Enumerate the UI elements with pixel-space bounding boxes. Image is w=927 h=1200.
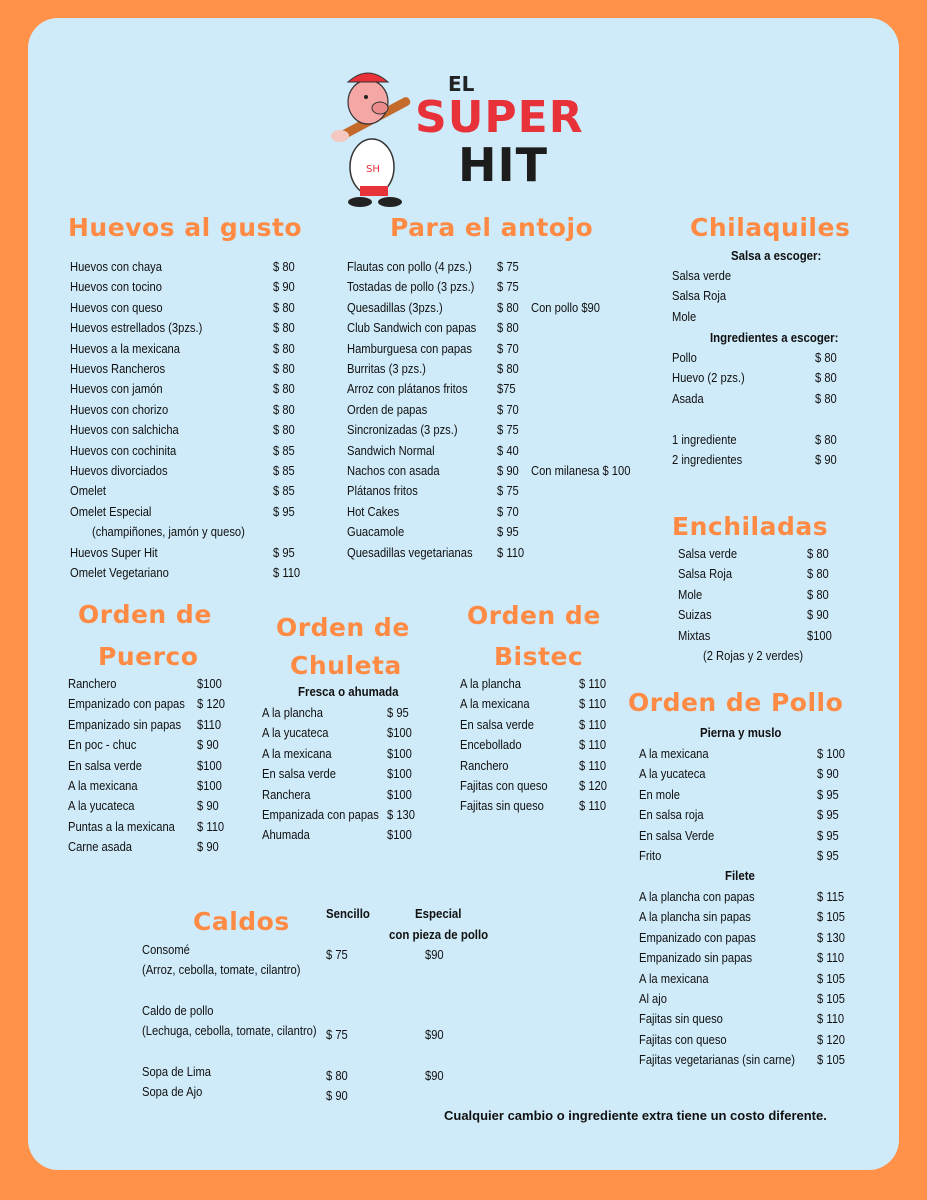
enchiladas-item-name: Salsa Roja: [678, 566, 733, 582]
huevos-item-name: Huevos con chaya: [70, 259, 162, 274]
puerco-item-name: A la mexicana: [68, 778, 138, 793]
antojo-item-price: $ 75: [497, 279, 519, 295]
huevos-item-price: $ 80: [273, 381, 295, 397]
pollo-item-name: A la mexicana: [639, 746, 709, 761]
enchiladas-title: Enchiladas: [672, 512, 829, 541]
puerco-item-price: $ 90: [197, 737, 219, 753]
huevos-item-price: $ 80: [273, 259, 295, 274]
brand-super: SUPER: [415, 92, 584, 143]
caldo-pollo-sencillo: $ 75: [326, 1027, 348, 1042]
huevos-item-name: Huevos Super Hit: [70, 544, 158, 560]
bistec-item-price: $ 110: [579, 757, 607, 773]
enchiladas-item-name: Suizas: [678, 607, 712, 623]
enchiladas-item-price: $ 90: [807, 607, 829, 623]
chuleta-item-price: $100: [387, 766, 412, 782]
huevos-item-name: Huevos a la mexicana: [70, 340, 180, 356]
chilaquiles-item-name: Huevo (2 pzs.): [672, 370, 745, 386]
sopa-lima-especial: $90: [425, 1068, 444, 1083]
antojo-item-price: $ 80: [497, 299, 519, 315]
huevos-item-price: $ 80: [273, 340, 295, 356]
chilaquiles-item-price: $ 90: [815, 452, 837, 468]
bistec-item-price: $ 110: [579, 676, 607, 691]
pollo-item-name: A la yucateca: [639, 766, 706, 782]
puerco-item-price: $110: [197, 716, 222, 732]
pollo-item-name: En salsa roja: [639, 807, 704, 823]
huevos-title: Huevos al gusto: [68, 213, 303, 242]
chuleta-item-name: Ahumada: [262, 827, 310, 843]
antojo-item-name: Guacamole: [347, 524, 405, 540]
antojo-item-price: $ 80: [497, 361, 519, 376]
chuleta-item-price: $100: [387, 786, 412, 802]
bistec-item-price: $ 120: [579, 778, 607, 793]
huevos-item-price: $ 110: [273, 565, 301, 580]
huevos-item-name: Huevos con queso: [70, 299, 163, 315]
huevos-item-name: (champiñones, jamón y queso): [92, 524, 245, 540]
antojo-item-name: Hot Cakes: [347, 503, 400, 519]
antojo-item-name: Quesadillas (3pzs.): [347, 299, 443, 315]
pollo-item-name: Empanizado con papas: [639, 929, 756, 945]
antojo-item-name: Hamburguesa con papas: [347, 340, 472, 356]
bistec-item-price: $ 110: [579, 798, 607, 814]
bistec-item-name: Encebollado: [460, 737, 522, 753]
antojo-item-name: Sincronizadas (3 pzs.): [347, 422, 458, 438]
puerco-item-name: Ranchero: [68, 676, 117, 691]
chilaquiles-salsa: Salsa verde: [672, 268, 732, 283]
huevos-item-name: Huevos con chorizo: [70, 401, 169, 417]
pollo-item-name: Empanizado sin papas: [639, 950, 753, 966]
enchiladas-note: (2 Rojas y 2 verdes): [703, 648, 804, 663]
chuleta-item-name: A la plancha: [262, 705, 323, 720]
caldos-col-especial-1: Especial: [415, 906, 462, 921]
pollo-item-price: $ 95: [817, 807, 839, 823]
chilaquiles-title: Chilaquiles: [690, 213, 851, 242]
pollo-item-price: $ 110: [817, 950, 845, 966]
antojo-item-name: Sandwich Normal: [347, 442, 435, 458]
pollo-item-price: $ 95: [817, 848, 839, 863]
pollo-item-name: A la mexicana: [639, 970, 709, 986]
antojo-item-price: $ 70: [497, 401, 519, 417]
bistec-title-2: Bistec: [494, 642, 584, 671]
bistec-item-name: Fajitas con queso: [460, 778, 548, 793]
huevos-item-price: $ 80: [273, 422, 295, 438]
antojo-item-name: Orden de papas: [347, 401, 428, 417]
huevos-item-name: Huevos divorciados: [70, 463, 168, 478]
chilaquiles-item-price: $ 80: [815, 432, 837, 447]
puerco-item-price: $ 90: [197, 839, 219, 855]
puerco-item-price: $100: [197, 757, 222, 773]
antojo-item-name: Nachos con asada: [347, 463, 440, 478]
antojo-item-extra: Con milanesa $ 100: [531, 463, 631, 478]
pollo-item-price: $ 100: [817, 746, 845, 761]
chuleta-item-name: Empanizada con papas: [262, 807, 379, 822]
enchiladas-item-name: Mixtas: [678, 627, 711, 643]
puerco-item-price: $ 110: [197, 818, 225, 834]
bistec-item-price: $ 110: [579, 737, 607, 753]
puerco-item-name: Empanizado con papas: [68, 696, 185, 712]
filete-heading: Filete: [725, 868, 755, 883]
pollo-item-name: Fajitas con queso: [639, 1031, 727, 1047]
puerco-item-price: $100: [197, 676, 222, 691]
caldo-pollo-especial: $90: [425, 1027, 444, 1042]
huevos-item-name: Huevos Rancheros: [70, 361, 166, 376]
bistec-item-price: $ 110: [579, 716, 607, 732]
pollo-item-price: $ 90: [817, 766, 839, 782]
svg-text:SH: SH: [366, 164, 380, 175]
chuleta-item-price: $100: [387, 827, 412, 843]
pollo-item-name: Fajitas vegetarianas (sin carne): [639, 1052, 795, 1068]
puerco-item-name: Empanizado sin papas: [68, 716, 182, 732]
pollo-title: Orden de Pollo: [628, 688, 844, 717]
antojo-item-price: $ 70: [497, 340, 519, 356]
puerco-item-name: En poc - chuc: [68, 737, 137, 753]
huevos-item-price: $ 80: [273, 361, 295, 376]
huevos-item-price: $ 85: [273, 463, 295, 478]
chuleta-item-price: $100: [387, 745, 412, 761]
chilaquiles-item-price: $ 80: [815, 390, 837, 406]
chilaquiles-item-price: $ 80: [815, 350, 837, 365]
pollo-item-name: Al ajo: [639, 991, 667, 1006]
chilaquiles-item-name: 1 ingrediente: [672, 432, 737, 447]
huevos-item-name: Huevos con salchicha: [70, 422, 179, 438]
pollo-item-price: $ 95: [817, 827, 839, 843]
chuleta-item-price: $100: [387, 725, 412, 741]
pollo-item-price: $ 105: [817, 909, 845, 925]
antojo-title: Para el antojo: [390, 213, 594, 242]
antojo-item-name: Arroz con plátanos fritos: [347, 381, 468, 397]
bistec-item-name: Fajitas sin queso: [460, 798, 544, 814]
huevos-item-price: $ 85: [273, 483, 295, 499]
antojo-item-price: $ 75: [497, 422, 519, 438]
huevos-item-name: Huevos con tocino: [70, 279, 162, 295]
pollo-item-price: $ 130: [817, 929, 845, 945]
enchiladas-item-name: Salsa verde: [678, 546, 738, 561]
bistec-item-name: Ranchero: [460, 757, 509, 773]
enchiladas-item-price: $ 80: [807, 546, 829, 561]
salsa-heading: Salsa a escoger:: [731, 248, 822, 263]
antojo-item-name: Plátanos fritos: [347, 483, 418, 499]
antojo-item-name: Tostadas de pollo (3 pzs.): [347, 279, 475, 295]
huevos-item-price: $ 90: [273, 279, 295, 295]
chuleta-item-price: $ 95: [387, 705, 409, 720]
sopa-ajo-name: Sopa de Ajo: [142, 1084, 203, 1099]
puerco-title-1: Orden de: [78, 600, 212, 629]
huevos-item-price: $ 95: [273, 544, 295, 560]
caldo-pollo-desc: (Lechuga, cebolla, tomate, cilantro): [142, 1023, 317, 1038]
sopa-ajo-sencillo: $ 90: [326, 1088, 348, 1103]
huevos-item-name: Omelet: [70, 483, 107, 499]
antojo-item-price: $ 110: [497, 544, 525, 560]
antojo-item-price: $ 95: [497, 524, 519, 540]
antojo-item-price: $ 75: [497, 483, 519, 499]
brand-el: EL: [448, 72, 475, 96]
caldos-col-especial-2: con pieza de pollo: [389, 927, 489, 942]
chuleta-subtitle: Fresca o ahumada: [298, 684, 399, 699]
huevos-item-name: Omelet Especial: [70, 503, 152, 519]
enchiladas-item-price: $ 80: [807, 566, 829, 582]
chuleta-item-name: Ranchera: [262, 786, 311, 802]
pollo-item-name: A la plancha con papas: [639, 889, 755, 904]
pollo-item-price: $ 120: [817, 1031, 845, 1047]
huevos-item-price: $ 80: [273, 320, 295, 336]
bistec-item-name: A la plancha: [460, 676, 521, 691]
sopa-lima-sencillo: $ 80: [326, 1068, 348, 1083]
enchiladas-item-price: $ 80: [807, 586, 829, 602]
antojo-item-price: $ 70: [497, 503, 519, 519]
puerco-item-price: $ 90: [197, 798, 219, 814]
chilaquiles-item-price: $ 80: [815, 370, 837, 386]
enchiladas-item-price: $100: [807, 627, 832, 643]
caldos-col-sencillo: Sencillo: [326, 906, 370, 921]
chilaquiles-item-name: Asada: [672, 390, 704, 406]
chuleta-item-name: A la yucateca: [262, 725, 329, 741]
puerco-title-2: Puerco: [98, 642, 199, 671]
footer-note: Cualquier cambio o ingrediente extra tiene un costo diferente.: [444, 1108, 827, 1123]
chuleta-title-1: Orden de: [276, 613, 410, 642]
antojo-item-name: Quesadillas vegetarianas: [347, 544, 473, 560]
antojo-item-price: $ 80: [497, 320, 519, 336]
caldo-pollo-name: Caldo de pollo: [142, 1003, 214, 1018]
pierna-heading: Pierna y muslo: [700, 725, 782, 740]
antojo-item-price: $75: [497, 381, 516, 397]
pig-mascot-icon: [330, 62, 420, 207]
puerco-item-price: $100: [197, 778, 222, 793]
huevos-item-price: $ 85: [273, 442, 295, 458]
pollo-item-name: Fajitas sin queso: [639, 1011, 723, 1027]
chuleta-item-name: A la mexicana: [262, 745, 332, 761]
bistec-item-name: A la mexicana: [460, 696, 530, 712]
consome-sencillo: $ 75: [326, 947, 348, 962]
puerco-item-name: En salsa verde: [68, 757, 142, 773]
antojo-item-name: Club Sandwich con papas: [347, 320, 477, 336]
antojo-item-name: Flautas con pollo (4 pzs.): [347, 259, 472, 274]
sopa-lima-name: Sopa de Lima: [142, 1064, 212, 1079]
pollo-item-price: $ 95: [817, 786, 839, 802]
huevos-item-price: $ 95: [273, 503, 295, 519]
consome-especial: $90: [425, 947, 444, 962]
huevos-item-name: Huevos con jamón: [70, 381, 163, 397]
consome-name: Consomé: [142, 942, 190, 957]
huevos-item-price: $ 80: [273, 401, 295, 417]
huevos-item-name: Omelet Vegetariano: [70, 565, 169, 580]
pollo-item-name: En mole: [639, 786, 681, 802]
antojo-item-extra: Con pollo $90: [531, 299, 601, 315]
puerco-item-price: $ 120: [197, 696, 225, 712]
caldos-title: Caldos: [193, 907, 290, 936]
ingredientes-heading: Ingredientes a escoger:: [710, 330, 839, 345]
antojo-item-name: Burritas (3 pzs.): [347, 361, 426, 376]
huevos-item-name: Huevos con cochinita: [70, 442, 177, 458]
bistec-title-1: Orden de: [467, 601, 601, 630]
huevos-item-price: $ 80: [273, 299, 295, 315]
bistec-item-price: $ 110: [579, 696, 607, 712]
puerco-item-name: A la yucateca: [68, 798, 135, 814]
antojo-item-price: $ 75: [497, 259, 519, 274]
pollo-item-name: Frito: [639, 848, 662, 863]
brand-hit: HIT: [458, 138, 548, 192]
pollo-item-price: $ 110: [817, 1011, 845, 1027]
chilaquiles-salsa: Salsa Roja: [672, 288, 727, 304]
pollo-item-price: $ 105: [817, 1052, 845, 1068]
pollo-item-price: $ 105: [817, 991, 845, 1006]
chuleta-item-price: $ 130: [387, 807, 415, 822]
huevos-item-name: Huevos estrellados (3pzs.): [70, 320, 203, 336]
chilaquiles-salsa: Mole: [672, 308, 697, 324]
antojo-item-price: $ 40: [497, 442, 519, 458]
chilaquiles-item-name: 2 ingredientes: [672, 452, 743, 468]
chuleta-item-name: En salsa verde: [262, 766, 336, 782]
pollo-item-name: En salsa Verde: [639, 827, 715, 843]
brand-logo: [330, 62, 620, 212]
pollo-item-price: $ 115: [817, 889, 845, 904]
bistec-item-name: En salsa verde: [460, 716, 534, 732]
pollo-item-price: $ 105: [817, 970, 845, 986]
puerco-item-name: Carne asada: [68, 839, 133, 855]
chuleta-title-2: Chuleta: [290, 651, 402, 680]
consome-desc: (Arroz, cebolla, tomate, cilantro): [142, 962, 301, 977]
chilaquiles-item-name: Pollo: [672, 350, 697, 365]
pollo-item-name: A la plancha sin papas: [639, 909, 751, 925]
puerco-item-name: Puntas a la mexicana: [68, 818, 175, 834]
antojo-item-price: $ 90: [497, 463, 519, 478]
enchiladas-item-name: Mole: [678, 586, 703, 602]
